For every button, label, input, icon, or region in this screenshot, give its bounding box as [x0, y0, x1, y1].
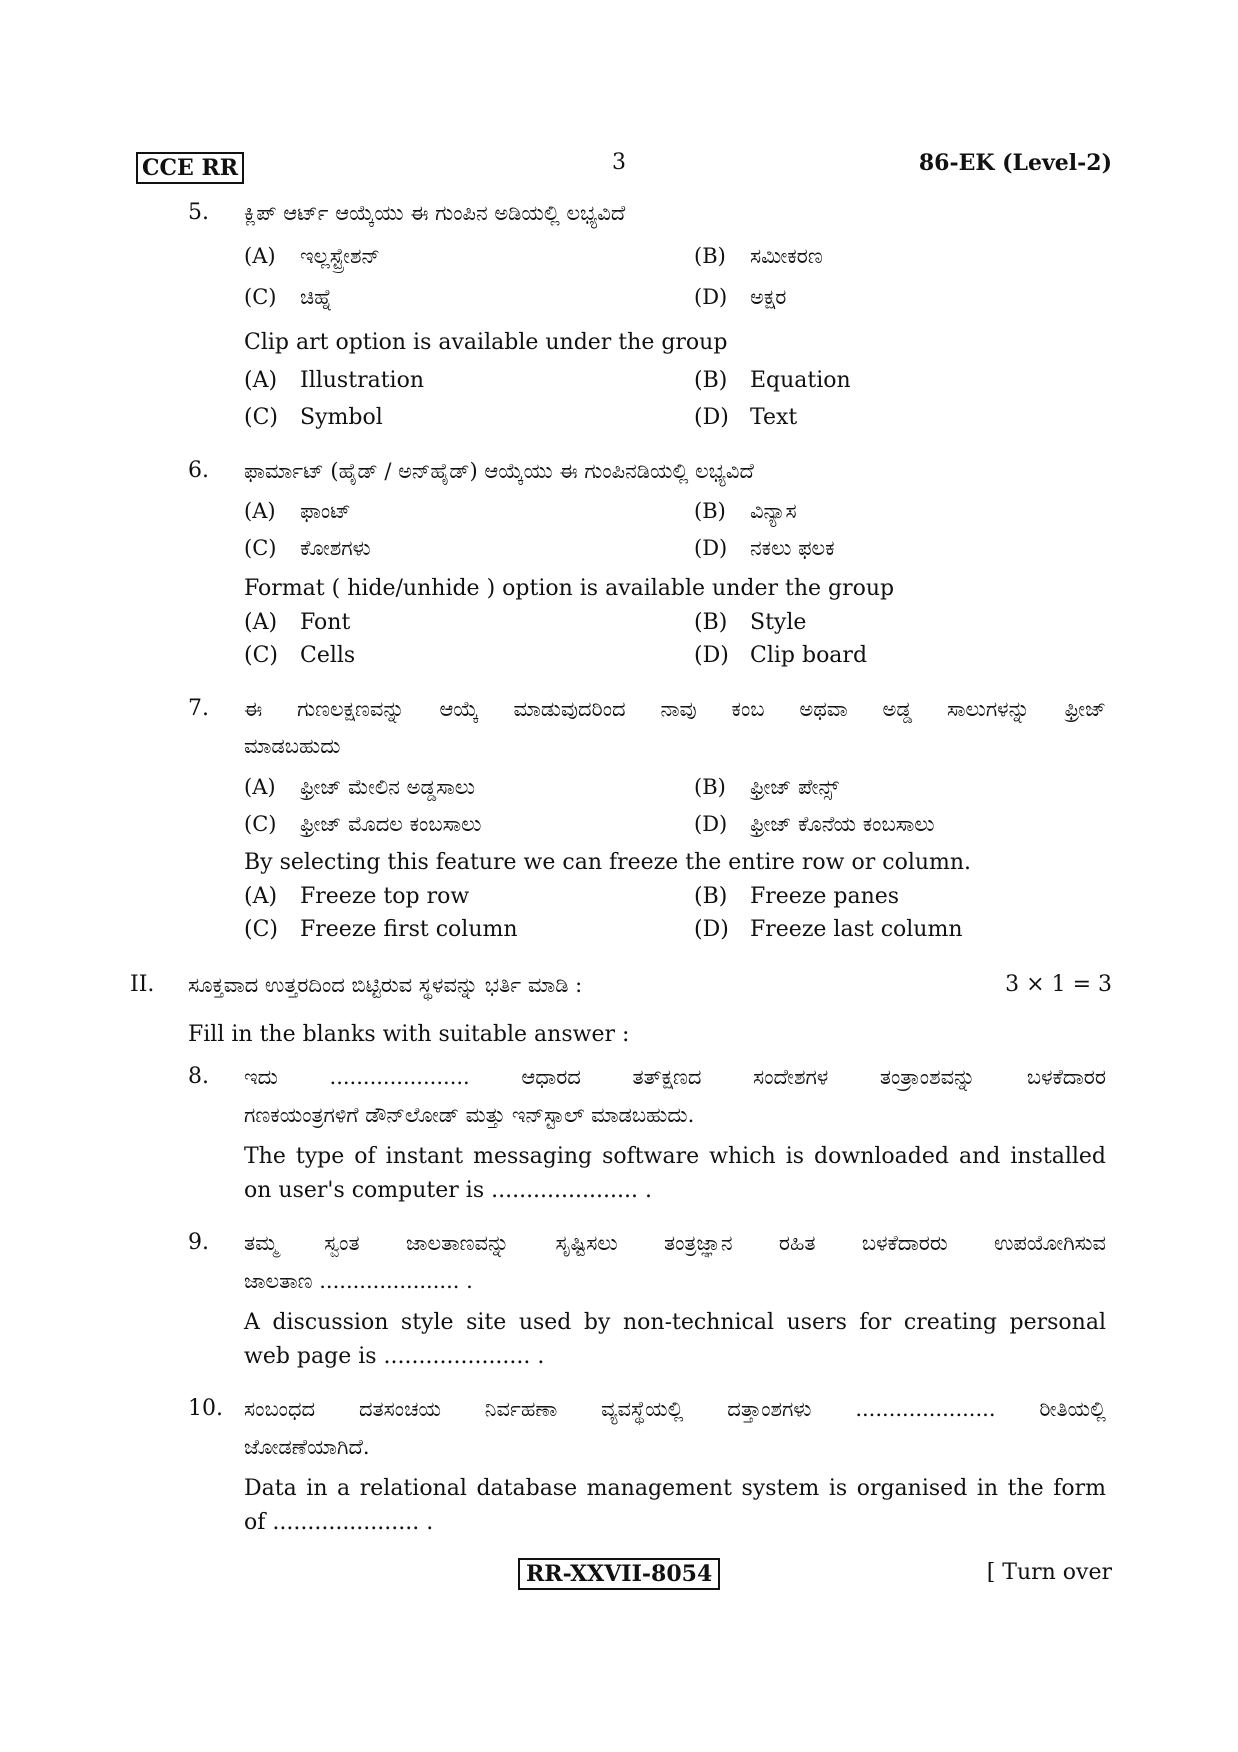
q6-kn-option-b: (B) ವಿನ್ಯಾಸ	[694, 499, 797, 523]
section-2-kannada-instruction: ಸೂಕ್ತವಾದ ಉತ್ತರದಿಂದ ಬಿಟ್ಟಿರುವ ಸ್ಥಳವನ್ನು ಭರ್ತಿ ಮಾಡಿ :	[188, 973, 583, 997]
q6-kn-option-a: (A) ಫಾಂಟ್	[244, 499, 351, 523]
q6-en-option-b: (B) Style	[694, 610, 807, 635]
q9-number: 9.	[188, 1230, 209, 1255]
q5-english-text: Clip art option is available under the group	[244, 330, 728, 355]
q8-english-text-line1: The type of instant messaging software which is downloaded and installed	[244, 1144, 1106, 1169]
q6-kannada-text: ಫಾರ್ಮಾಟ್ (ಹೈಡ್ / ಅನ್‌ಹೈಡ್) ಆಯ್ಕೆಯು ಈ ಗುಂಪಿನಡಿಯಲ್ಲಿ ಲಭ್ಯವಿದೆ	[244, 459, 754, 483]
q5-kn-option-c: (C) ಚಿಹ್ನೆ	[244, 285, 333, 309]
q9-english-text-line2: web page is ..................... .	[244, 1344, 545, 1369]
q5-kn-option-a: (A) ಇಲ್ಲಸ್ಟ್ರೇಶನ್	[244, 244, 380, 268]
q8-number: 8.	[188, 1064, 209, 1089]
q6-number: 6.	[188, 458, 209, 483]
q7-kn-option-d: (D) ಫ್ರೀಜ್ ಕೊನೆಯ ಕಂಬಸಾಲು	[694, 812, 935, 836]
q7-en-option-d: (D) Freeze last column	[694, 917, 963, 942]
q7-kn-option-c: (C) ಫ್ರೀಜ್ ಮೊದಲ ಕಂಬಸಾಲು	[244, 812, 482, 836]
q8-english-text-line2: on user's computer is ..................... .	[244, 1178, 652, 1203]
q10-english-text-line2: of ..................... .	[244, 1510, 434, 1535]
q7-number: 7.	[188, 696, 209, 721]
q5-kannada-text: ಕ್ಲಿಪ್ ಆರ್ಟ್ ಆಯ್ಕೆಯು ಈ ಗುಂಪಿನ ಅಡಿಯಲ್ಲಿ ಲಭ್ಯವಿದೆ	[244, 201, 626, 225]
cce-rr-box: CCE RR	[136, 152, 244, 184]
q6-kn-option-c: (C) ಕೋಶಗಳು	[244, 536, 371, 560]
q10-kannada-text-line1: ಸಂಬಂಧದ ದತಸಂಚಯ ನಿರ್ವಹಣಾ ವ್ಯವಸ್ಥೆಯಲ್ಲಿ ದತ್ತಾಂಶಗಳು ..................... ರೀತಿಯಲ್ಲಿ	[244, 1397, 1106, 1421]
section-2-marks: 3 × 1 = 3	[1005, 972, 1112, 997]
q7-kn-option-a: (A) ಫ್ರೀಜ್ ಮೇಲಿನ ಅಡ್ಡಸಾಲು	[244, 775, 476, 799]
q10-kannada-text-line2: ಜೋಡಣೆಯಾಗಿದೆ.	[244, 1435, 370, 1459]
q10-number: 10.	[188, 1396, 223, 1421]
q9-english-text-line1: A discussion style site used by non-technical users for creating personal	[244, 1310, 1106, 1335]
section-2-number: II.	[130, 972, 155, 997]
footer-code-box: RR-XXVII-8054	[518, 1558, 720, 1590]
q10-english-text-line1: Data in a relational database management system is organised in the form	[244, 1476, 1106, 1501]
q9-kannada-text-line1: ತಮ್ಮ ಸ್ವಂತ ಜಾಲತಾಣವನ್ನು ಸೃಷ್ಟಿಸಲು ತಂತ್ರಜ್ಞಾನ ರಹಿತ ಬಳಕೆದಾರರು ಉಪಯೋಗಿಸುವ	[244, 1231, 1106, 1255]
q7-en-option-b: (B) Freeze panes	[694, 884, 900, 909]
q6-en-option-d: (D) Clip board	[694, 643, 868, 668]
q5-en-option-d: (D) Text	[694, 405, 798, 430]
q8-kannada-text-line1: ಇದು ..................... ಆಧಾರದ ತತ್‌ಕ್ಷಣದ ಸಂದೇಶಗಳ ತಂತ್ರಾಂಶವನ್ನು ಬಳಕೆದಾರರ	[244, 1065, 1106, 1089]
q7-kannada-text-line1: ಈ ಗುಣಲಕ್ಷಣವನ್ನು ಆಯ್ಕೆ ಮಾಡುವುದರಿಂದ ನಾವು ಕಂಬ ಅಥವಾ ಅಡ್ಡ ಸಾಲುಗಳನ್ನು ಫ್ರೀಜ್	[244, 697, 1106, 721]
q5-en-option-a: (A) Illustration	[244, 368, 424, 393]
q5-en-option-b: (B) Equation	[694, 368, 851, 393]
q7-english-text: By selecting this feature we can freeze the entire row or column.	[244, 850, 972, 875]
q5-kn-option-d: (D) ಅಕ್ಷರ	[694, 285, 787, 309]
section-2-english-instruction: Fill in the blanks with suitable answer :	[188, 1022, 630, 1047]
q6-en-option-c: (C) Cells	[244, 643, 356, 668]
page-number: 3	[612, 150, 626, 175]
q5-en-option-c: (C) Symbol	[244, 405, 383, 430]
q7-en-option-a: (A) Freeze top row	[244, 884, 470, 909]
q6-english-text: Format ( hide/unhide ) option is available under the group	[244, 576, 895, 601]
turn-over-label: [ Turn over	[986, 1560, 1112, 1585]
q7-kannada-text-line2: ಮಾಡಬಹುದು	[244, 734, 341, 758]
q9-kannada-text-line2: ಜಾಲತಾಣ ..................... .	[244, 1269, 473, 1293]
q7-kn-option-b: (B) ಫ್ರೀಜ್ ಪೇನ್ಸ್	[694, 775, 839, 799]
q5-kn-option-b: (B) ಸಮೀಕರಣ	[694, 244, 823, 268]
q8-kannada-text-line2: ಗಣಕಯಂತ್ರಗಳಿಗೆ ಡೌನ್‌ಲೋಡ್ ಮತ್ತು ಇನ್‌ಸ್ಟಾಲ್ ಮಾಡಬಹುದು.	[244, 1103, 695, 1127]
q7-en-option-c: (C) Freeze first column	[244, 917, 518, 942]
q5-number: 5.	[188, 200, 209, 225]
q6-kn-option-d: (D) ನಕಲು ಫಲಕ	[694, 536, 835, 560]
q6-en-option-a: (A) Font	[244, 610, 351, 635]
paper-code: 86-EK (Level-2)	[918, 150, 1112, 176]
